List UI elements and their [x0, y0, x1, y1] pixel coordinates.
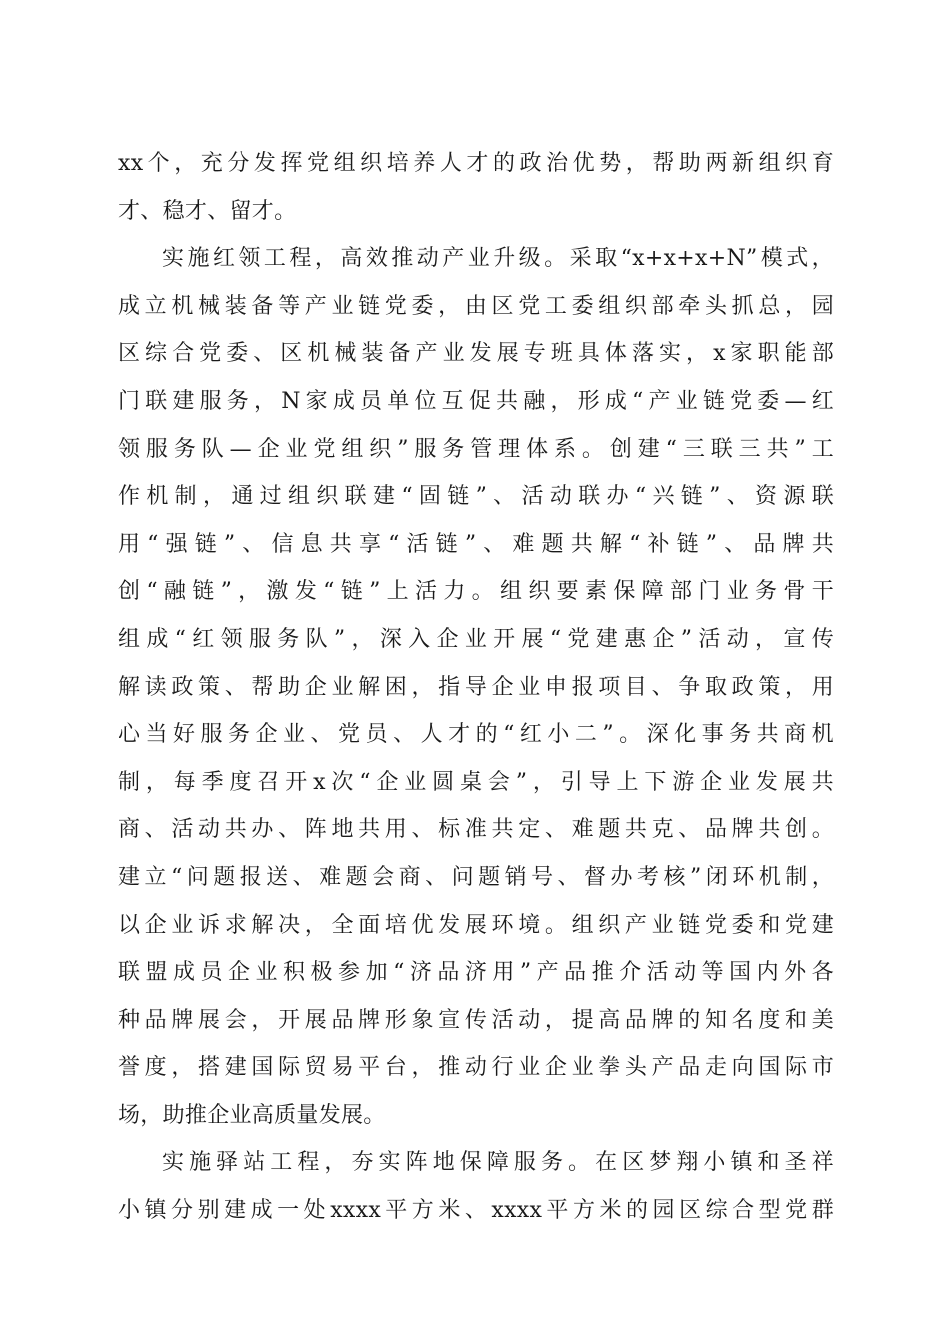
- text-line: 创“融链”，激发“链”上活力。组织要素保障部门业务骨干: [118, 579, 834, 605]
- text-line: 组成“红领服务队”，深入企业开展“党建惠企”活动，宣传: [118, 626, 834, 652]
- text-line: 制，每季度召开x次“企业圆桌会”，引导上下游企业发展共: [118, 769, 834, 795]
- text-line: 区综合党委、区机械装备产业发展专班具体落实，x家职能部: [118, 341, 834, 367]
- text-line: 以企业诉求解决，全面培优发展环境。组织产业链党委和党建: [118, 912, 834, 938]
- text-line: 联盟成员企业积极参加“济品济用”产品推介活动等国内外各: [118, 960, 834, 986]
- text-line: 门联建服务，N家成员单位互促共融，形成“产业链党委—红: [118, 388, 834, 414]
- text-line: 成立机械装备等产业链党委，由区党工委组织部牵头抓总，园: [118, 293, 834, 319]
- text-line: 解读政策、帮助企业解困，指导企业申报项目、争取政策，用: [118, 674, 834, 700]
- text-line: 作机制，通过组织联建“固链”、活动联办“兴链”、资源联: [118, 484, 834, 510]
- text-line-paragraph-start: 实施驿站工程，夯实阵地保障服务。在区梦翔小镇和圣祥: [162, 1150, 834, 1176]
- text-line: 领服务队—企业党组织”服务管理体系。创建“三联三共”工: [118, 436, 834, 462]
- text-line: 场，助推企业高质量发展。: [118, 1102, 386, 1128]
- text-line-paragraph-start: 实施红领工程，高效推动产业升级。采取“x+x+x+N”模式，: [162, 246, 834, 272]
- text-line: 用“强链”、信息共享“活链”、难题共解“补链”、品牌共: [118, 531, 834, 557]
- text-line: 才、稳才、留才。: [118, 198, 297, 224]
- text-line: 心当好服务企业、党员、人才的“红小二”。深化事务共商机: [118, 722, 834, 748]
- text-line: 建立“问题报送、难题会商、问题销号、督办考核”闭环机制，: [118, 864, 834, 890]
- text-line: 种品牌展会，开展品牌形象宣传活动，提高品牌的知名度和美: [118, 1007, 834, 1033]
- text-line: 誉度，搭建国际贸易平台，推动行业企业拳头产品走向国际市: [118, 1055, 834, 1081]
- text-line: 商、活动共办、阵地共用、标准共定、难题共克、品牌共创。: [118, 817, 834, 843]
- body-text: [118, 140, 834, 1235]
- text-line: xx个，充分发挥党组织培养人才的政治优势，帮助两新组织育: [118, 151, 834, 176]
- text-line: 小镇分别建成一处xxxx平方米、xxxx平方米的园区综合型党群: [118, 1198, 834, 1224]
